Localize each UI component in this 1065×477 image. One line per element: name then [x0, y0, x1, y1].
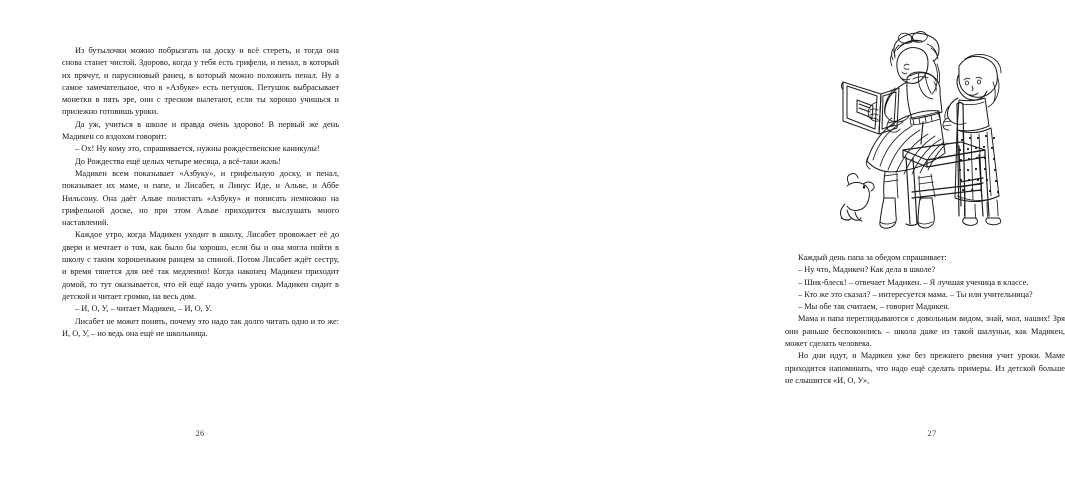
- two-girls-reading-illustration: [807, 26, 1045, 244]
- standing-girl-shape: [943, 54, 1001, 225]
- right-page-number: 27: [927, 428, 937, 438]
- paragraph: Да уж, учиться в школе и правда очень здорово! В первый же день Мадикен со вздохом говорит:: [62, 119, 339, 142]
- open-book-shape: [842, 82, 900, 134]
- paragraph: – Кто же это сказал? – интересуется мама. – Ты или учительница?: [798, 289, 1033, 299]
- paragraph: Каждое утро, когда Мадикен уходит в школу, Лисабет провожает её до двери и мечтает о том, как было бы хорошо, если бы и она могла пойти в школу с таким хорошеньким ранцем за спиной. Потом Лисабет ждёт сестру, и время тянется для неё так медленно! Когда наконец Мадикен приходит домой, то тут оказывается, что ей ещё надо учить уроки. Мадикен сидит в детской и читает громко, на весь дом.: [62, 230, 339, 301]
- chair-shape: [903, 103, 989, 226]
- small-animal-shape: [841, 174, 875, 222]
- left-page: [0, 0, 375, 477]
- seated-girl-shape: [866, 31, 947, 228]
- paragraph: Мадикен всем показывает «Азбуку», и грифельную доску, и пенал, показывает их маме, и папе, и Лисабет, и Линус Иде, и Альве, и Аббе Нильсону. Она даёт Альве полистать «Азбуку» и пописать немножко на грифельной доске, но при этом Альве приходится выслушать много наставлений.: [62, 168, 339, 228]
- paragraph: – Мы обе так считаем, – говорит Мадикен.: [798, 302, 950, 312]
- paragraph: – Ну что, Мадикен? Как дела в школе?: [798, 265, 936, 275]
- paragraph: Мама и папа переглядываются с довольным видом, знай, мол, наших! Зря они раньше беспокоились – школа даже из такой шалуньи, как Мадикен, может сделать человека.: [785, 314, 1065, 349]
- paragraph: Лисабет не может понять, почему это надо так долго читать одно и то же: И, О, У, – но ведь она ещё не школьница.: [62, 316, 339, 338]
- paragraph: Но дни идут, и Мадикен уже без прежнего рвения учит уроки. Маме приходится напоминать, что надо ещё сделать примеры. Из детской больше не слышится «И, О, У»,: [785, 351, 1065, 385]
- left-page-number: 26: [195, 428, 205, 438]
- paragraph: До Рождества ещё целых четыре месяца, а всё-таки жаль!: [75, 156, 281, 166]
- right-page-text-column: [785, 252, 1065, 387]
- right-page: [375, 0, 1065, 477]
- paragraph: – Ох! Ну кому это, спрашивается, нужны рождественские каникулы!: [75, 144, 320, 154]
- paragraph: Из бутылочки можно побрызгать на доску и всё стереть, и тогда она снова станет чистой. Здорово, когда у тебя есть грифели, и пенал, в который их прячут, и парусиновый ранец, в который можно положить пенал. Ну а самое замечательное, что в «Азбуке» есть петушок. Петушок выбрасывает монетки в пять эре, они с треском вылетают, если ты хорошо учишься и прилежно готовишь уроки.: [62, 46, 339, 117]
- paragraph: Каждый день папа за обедом спрашивает:: [798, 253, 947, 262]
- paragraph: – Шик-блеск! – отвечает Мадикен. – Я лучшая ученица в классе.: [798, 277, 1029, 287]
- left-page-text-column: [62, 45, 339, 340]
- paragraph: – И, О, У, – читает Мадикен, – И, О, У.: [75, 304, 212, 314]
